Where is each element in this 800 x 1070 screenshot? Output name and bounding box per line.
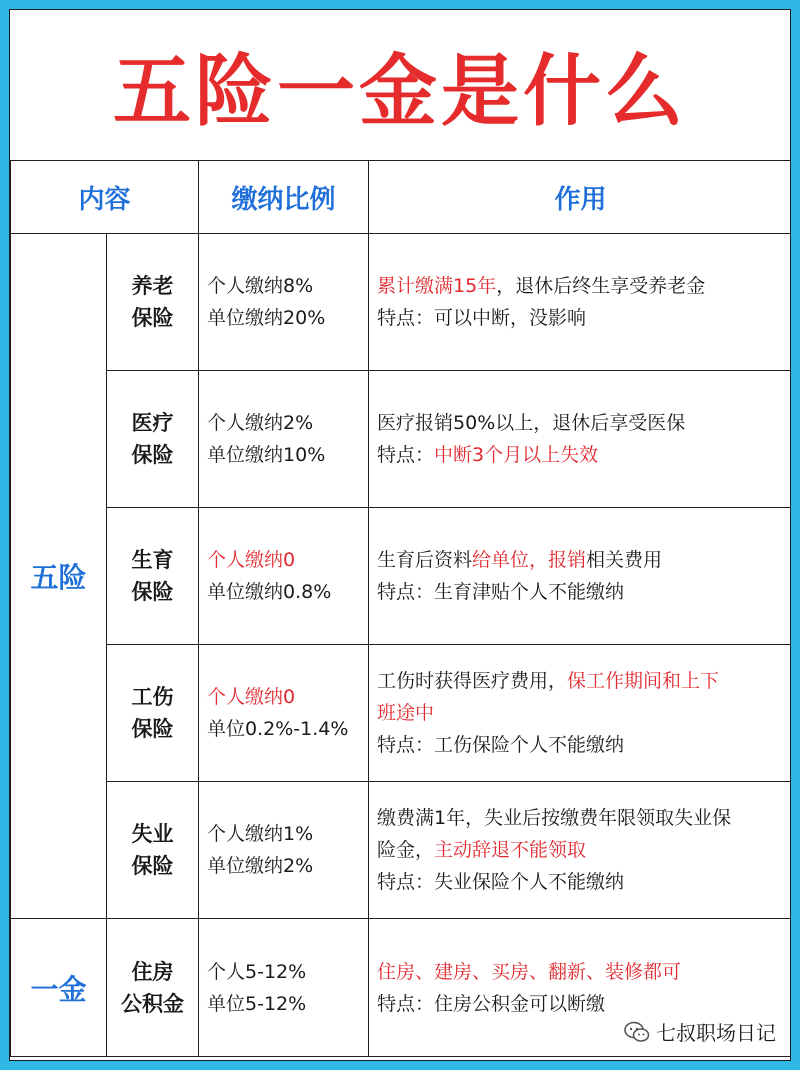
personal-rate: 个人缴纳1%	[207, 823, 314, 845]
effect-cell	[369, 782, 791, 919]
name-line: 公积金	[121, 991, 184, 1016]
rate-cell	[199, 371, 369, 508]
name-line: 养老	[131, 274, 174, 298]
employer-rate: 单位缴纳2%	[207, 855, 314, 877]
effect-text: ，退休后终生享受养老金	[496, 275, 706, 297]
effect-text: 相关费用	[586, 549, 663, 571]
effect-cell	[369, 645, 791, 782]
group-housing-fund: 一金	[11, 919, 107, 1057]
rate-cell	[199, 645, 369, 782]
highlight-text: 班途中	[377, 702, 435, 724]
effect-text: 工伤时获得医疗费用，	[377, 670, 568, 692]
name-line: 医疗	[131, 411, 174, 435]
effect-cell	[369, 371, 791, 508]
effect-cell	[369, 234, 791, 371]
header-effect: 作用	[369, 161, 791, 234]
highlight-text: 住房、建房、买房、翻新、装修都可	[377, 960, 682, 983]
effect-text: 险金，	[377, 839, 435, 861]
insurance-name	[107, 645, 199, 782]
employer-rate: 单位5-12%	[207, 992, 307, 1015]
name-line: 保险	[131, 580, 174, 604]
feature-line: 特点：失业保险个人不能缴纳	[377, 871, 625, 893]
effect-line	[377, 834, 786, 866]
table-row	[11, 645, 792, 782]
header-content: 内容	[11, 161, 199, 234]
table-row	[11, 508, 792, 645]
header-row	[11, 161, 792, 234]
rate-cell	[199, 782, 369, 919]
rate-cell	[199, 508, 369, 645]
effect-line	[377, 544, 786, 576]
insurance-name	[107, 508, 199, 645]
feature-line: 特点：住房公积金可以断缴	[377, 992, 606, 1015]
insurance-name	[107, 371, 199, 508]
effect-line	[377, 270, 786, 302]
rate-cell	[199, 234, 369, 371]
insurance-name	[107, 782, 199, 919]
highlight-text: 主动辞退不能领取	[434, 839, 587, 861]
employer-rate: 单位缴纳10%	[207, 444, 326, 466]
name-line: 失业	[131, 822, 174, 846]
watermark-text: 七叔职场日记	[656, 1021, 776, 1045]
personal-rate: 个人5-12%	[207, 960, 307, 983]
personal-rate: 个人缴纳2%	[207, 412, 314, 434]
effect-text: 生育后资料	[377, 549, 473, 571]
insurance-table	[10, 160, 791, 1057]
watermark	[624, 1017, 776, 1046]
name-line: 工伤	[131, 685, 174, 709]
table-row	[11, 371, 792, 508]
feature-line	[377, 439, 786, 471]
name-line: 保险	[131, 306, 174, 330]
name-line: 保险	[131, 717, 174, 741]
rate-cell	[199, 919, 369, 1057]
group-five-insurances: 五险	[11, 234, 107, 919]
content-card	[9, 9, 791, 1061]
effect-line: 医疗报销50%以上，退休后享受医保	[377, 412, 686, 434]
highlight-text: 给单位，报销	[472, 549, 587, 571]
highlight-text: 保工作期间和上下	[567, 670, 720, 692]
personal-rate: 个人缴纳0	[207, 686, 296, 708]
feature-line: 特点：可以中断，没影响	[377, 307, 587, 329]
personal-rate: 个人缴纳8%	[207, 275, 314, 297]
feature-line: 特点：工伤保险个人不能缴纳	[377, 734, 625, 756]
highlight-text: 中断3个月以上失效	[434, 444, 599, 466]
effect-cell	[369, 508, 791, 645]
header-rate: 缴纳比例	[199, 161, 369, 234]
page-title: 五险一金是什么	[112, 47, 687, 137]
highlight-text: 累计缴满15年	[377, 275, 497, 297]
insurance-name	[107, 919, 199, 1057]
name-line: 保险	[131, 854, 174, 878]
feature-prefix: 特点：	[377, 444, 435, 466]
effect-line: 缴费满1年，失业后按缴费年限领取失业保	[377, 807, 732, 829]
name-line: 保险	[131, 443, 174, 467]
employer-rate: 单位缴纳0.8%	[207, 581, 332, 603]
table-row	[11, 782, 792, 919]
personal-rate: 个人缴纳0	[207, 549, 296, 571]
wechat-icon	[624, 1021, 650, 1043]
employer-rate: 单位0.2%-1.4%	[207, 718, 349, 740]
employer-rate: 单位缴纳20%	[207, 307, 326, 329]
effect-line	[377, 665, 786, 697]
table-row	[11, 234, 792, 371]
name-line: 生育	[131, 548, 174, 572]
name-line: 住房	[131, 959, 174, 984]
insurance-name	[107, 234, 199, 371]
feature-line: 特点：生育津贴个人不能缴纳	[377, 581, 625, 603]
